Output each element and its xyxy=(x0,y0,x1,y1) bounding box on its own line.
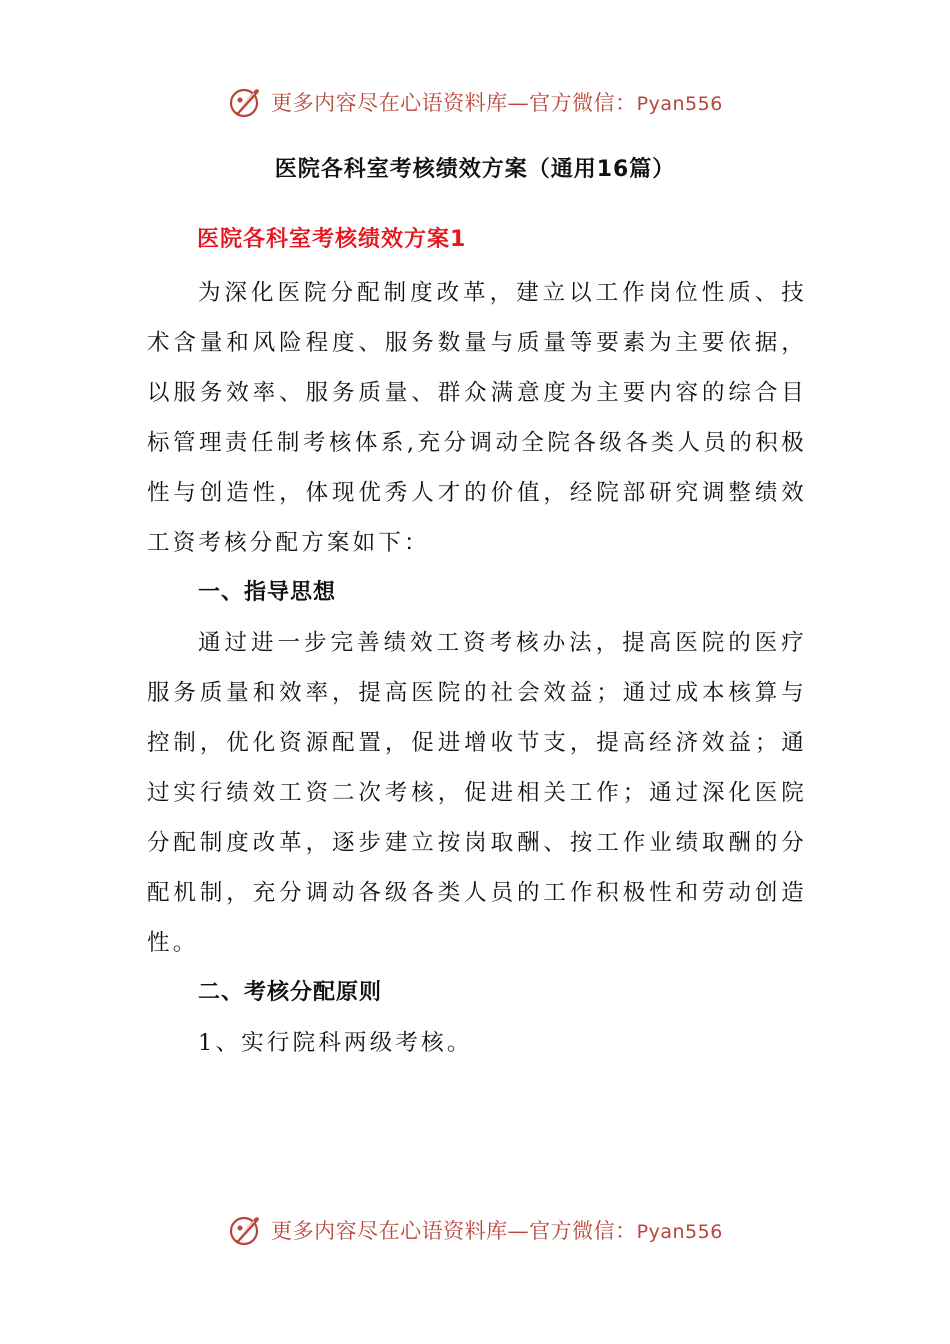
banner-text: 更多内容尽在心语资料库—官方微信：Pyan556 xyxy=(271,1219,723,1243)
banner-text: 更多内容尽在心语资料库—官方微信：Pyan556 xyxy=(271,91,723,115)
plan-heading: 医院各科室考核绩效方案1 xyxy=(197,227,467,252)
section-heading-guiding-ideology: 一、指导思想 xyxy=(198,580,337,605)
document-body xyxy=(147,218,807,1068)
feather-pen-logo-icon xyxy=(227,84,263,120)
intro-paragraph: 为深化医院分配制度改革，建立以工作岗位性质、技术含量和风险程度、服务数量与质量等要素为主要依据，以服务效率、服务质量、群众满意度为主要内容的综合目标管理责任制考核体系,充分调动全院各级各类人员的积极性与创造性，体现优秀人才的价值，经院部研究调整绩效工资考核分配方案如下： xyxy=(147,280,807,556)
section-heading-principles: 二、考核分配原则 xyxy=(198,980,383,1005)
footer-banner xyxy=(0,1210,950,1250)
header-banner xyxy=(0,82,950,122)
document-title: 医院各科室考核绩效方案（通用16篇） xyxy=(274,157,676,182)
feather-pen-logo-icon xyxy=(227,1212,263,1248)
guiding-ideology-paragraph: 通过进一步完善绩效工资考核办法，提高医院的医疗服务质量和效率，提高医院的社会效益；通过成本核算与控制，优化资源配置，促进增收节支，提高经济效益；通过实行绩效工资二次考核，促进相关工作；通过深化医院分配制度改革，逐步建立按岗取酬、按工作业绩取酬的分配机制，充分调动各级各类人员的工作积极性和劳动创造性。 xyxy=(147,630,807,956)
principle-item-1: 1、实行院科两级考核。 xyxy=(198,1030,473,1056)
